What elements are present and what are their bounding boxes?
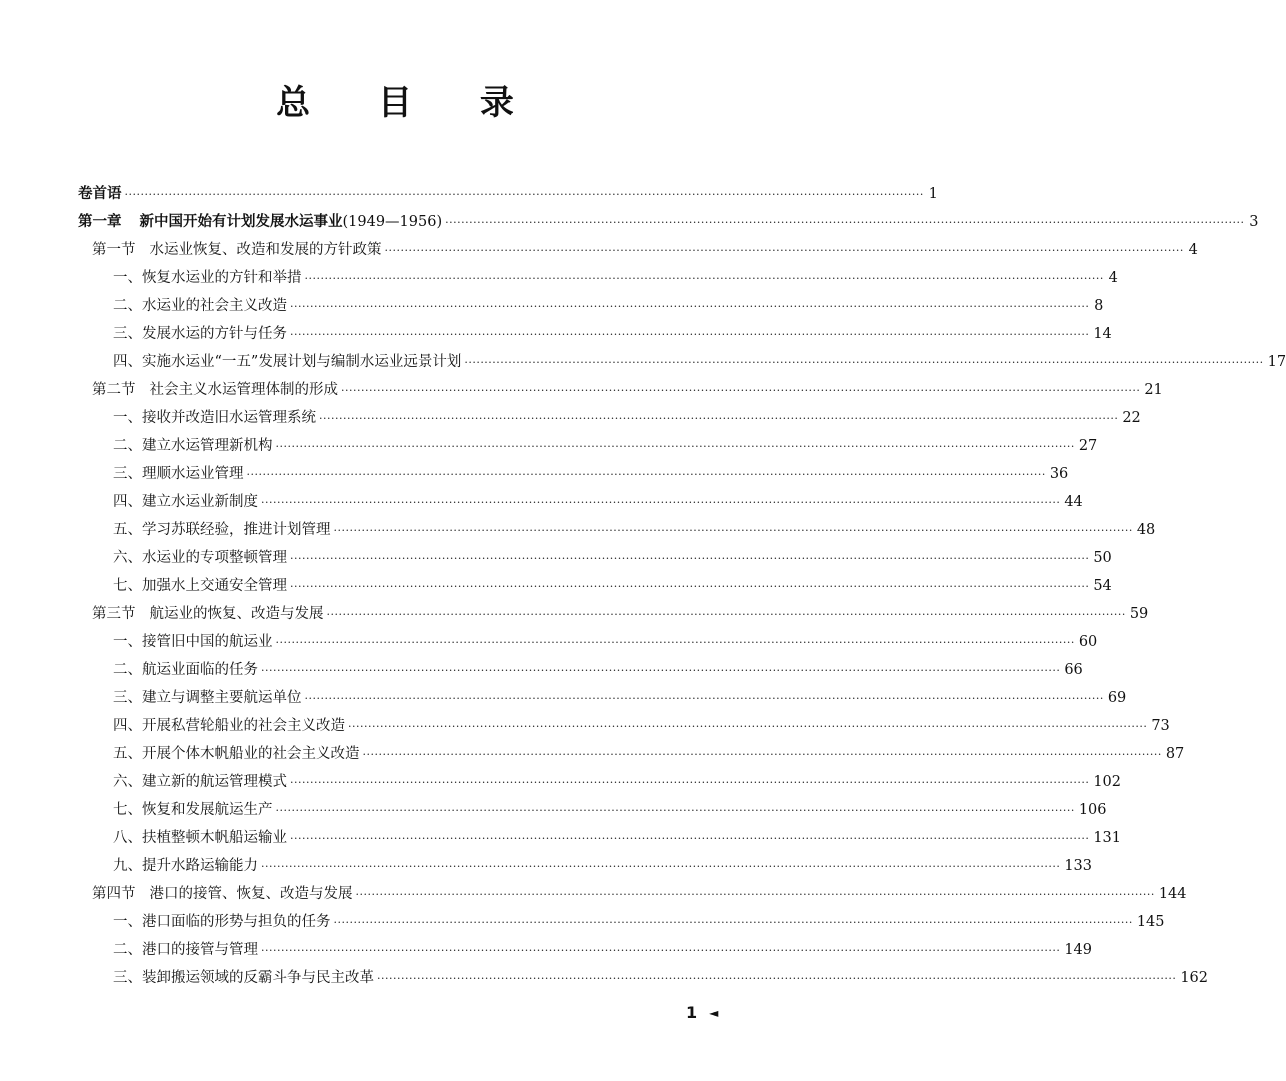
toc-page-number: 22 [1122, 410, 1141, 426]
toc-item[interactable] [78, 824, 1122, 852]
dot-leader: ········································································································································································································ [377, 972, 1177, 985]
toc-item[interactable] [78, 712, 1170, 740]
dot-leader: ········································································································································································································ [304, 272, 1104, 285]
toc-item-label: 三、装卸搬运领域的反霸斗争与民主改革 [113, 970, 374, 986]
toc-item-label: 五、开展个体木帆船业的社会主义改造 [113, 746, 360, 762]
dot-leader: ········································································································································································································ [261, 860, 1061, 873]
toc-page-number: 162 [1180, 970, 1209, 986]
toc-page-number: 44 [1064, 494, 1083, 510]
section-title: 航运业的恢复、改造与发展 [149, 606, 324, 622]
section-number: 第二节 [92, 382, 136, 398]
toc-page-number: 8 [1094, 298, 1104, 314]
dot-leader: ········································································································································································································ [464, 356, 1264, 369]
toc-item-label: 一、港口面临的形势与担负的任务 [113, 914, 331, 930]
toc-page-number: 69 [1107, 690, 1127, 706]
toc-page-number: 14 [1093, 326, 1112, 342]
page-footer [686, 1003, 718, 1022]
toc-page-number: 36 [1049, 466, 1069, 482]
toc-item-label: 二、航运业面临的任务 [113, 662, 258, 678]
toc-section-3[interactable] [78, 600, 1149, 628]
toc-page-number: 66 [1064, 662, 1083, 678]
dot-leader: ········································································································································································································ [290, 776, 1090, 789]
toc-item-label: 二、建立水运管理新机构 [113, 438, 273, 454]
toc-item-label: 三、建立与调整主要航运单位 [113, 690, 302, 706]
toc-item[interactable] [78, 656, 1083, 684]
toc-page-number: 149 [1064, 942, 1093, 958]
toc-item[interactable] [78, 292, 1104, 320]
dot-leader: ········································································································································································································ [275, 804, 1075, 817]
toc-item-label: 一、接收并改造旧水运管理系统 [113, 410, 316, 426]
toc-page-number: 133 [1064, 858, 1093, 874]
dot-leader: ········································································································································································································ [275, 440, 1075, 453]
chapter-years: (1949—1956) [342, 214, 443, 230]
chapter-title: 新中国开始有计划发展水运事业 [139, 214, 343, 230]
toc-item-label: 八、扶植整顿木帆船运输业 [113, 830, 287, 846]
toc-page-number: 131 [1093, 830, 1122, 846]
dot-leader: ········································································································································································································ [124, 188, 924, 201]
toc-item-label: 六、水运业的专项整顿管理 [113, 550, 287, 566]
toc-item[interactable] [78, 684, 1127, 712]
toc-item-label: 七、恢复和发展航运生产 [113, 802, 273, 818]
toc-item[interactable] [78, 264, 1118, 292]
toc-item[interactable] [78, 572, 1112, 600]
toc-section-label [92, 236, 382, 264]
toc-item-label: 一、恢复水运业的方针和举措 [113, 270, 302, 286]
dot-leader: ········································································································································································································ [290, 832, 1090, 845]
toc-chapter-label [78, 208, 442, 236]
table-of-contents [78, 180, 1286, 992]
toc-item-label: 四、建立水运业新制度 [113, 494, 258, 510]
page-number: 1 [686, 1003, 698, 1022]
dot-leader: ········································································································································································································ [445, 216, 1245, 229]
section-title: 社会主义水运管理体制的形成 [149, 382, 338, 398]
toc-page-number: 145 [1136, 914, 1165, 930]
toc-page-number: 106 [1078, 802, 1107, 818]
toc-page-number: 17 [1267, 354, 1286, 370]
toc-item-label: 一、接管旧中国的航运业 [113, 634, 273, 650]
toc-item-label: 二、港口的接管与管理 [113, 942, 258, 958]
chapter-number: 第一章 [78, 214, 122, 230]
toc-page-number: 1 [928, 186, 938, 202]
toc-chapter-1[interactable] [78, 208, 1259, 236]
toc-section-label [92, 600, 324, 628]
toc-section-4[interactable] [78, 880, 1187, 908]
toc-page-number: 27 [1078, 438, 1098, 454]
toc-entry-label: 卷首语 [78, 186, 122, 202]
toc-section-2[interactable] [78, 376, 1163, 404]
dot-leader: ········································································································································································································ [333, 524, 1133, 537]
toc-item[interactable] [78, 936, 1093, 964]
toc-item-label: 七、加强水上交通安全管理 [113, 578, 287, 594]
toc-item-label: 四、开展私营轮船业的社会主义改造 [113, 718, 345, 734]
dot-leader: ········································································································································································································ [261, 496, 1061, 509]
dot-leader: ········································································································································································································ [333, 916, 1133, 929]
dot-leader: ········································································································································································································ [290, 552, 1090, 565]
toc-item-label: 九、提升水路运输能力 [113, 858, 258, 874]
toc-item[interactable] [78, 432, 1098, 460]
toc-item-label: 五、学习苏联经验，推进计划管理 [113, 522, 331, 538]
toc-page-number: 4 [1108, 270, 1118, 286]
toc-item[interactable] [78, 516, 1156, 544]
dot-leader: ········································································································································································································ [246, 468, 1046, 481]
toc-page-number: 54 [1093, 578, 1112, 594]
toc-section-1[interactable] [78, 236, 1198, 264]
toc-page-number: 59 [1129, 606, 1149, 622]
dot-leader: ········································································································································································································ [261, 944, 1061, 957]
dot-leader: ········································································································································································································ [341, 384, 1141, 397]
toc-item[interactable] [78, 544, 1112, 572]
toc-item[interactable] [78, 796, 1107, 824]
toc-item[interactable] [78, 740, 1185, 768]
dot-leader: ········································································································································································································ [290, 300, 1090, 313]
section-number: 第四节 [92, 886, 136, 902]
dot-leader: ········································································································································································································ [290, 580, 1090, 593]
dot-leader: ········································································································································································································ [261, 664, 1061, 677]
section-number: 第一节 [92, 242, 136, 258]
toc-item-label: 六、建立新的航运管理模式 [113, 774, 287, 790]
section-title: 港口的接管、恢复、改造与发展 [149, 886, 353, 902]
toc-item-label: 二、水运业的社会主义改造 [113, 298, 287, 314]
toc-item[interactable] [78, 628, 1098, 656]
section-number: 第三节 [92, 606, 136, 622]
toc-page-number: 60 [1078, 634, 1098, 650]
dot-leader: ········································································································································································································ [290, 328, 1090, 341]
toc-item-label: 三、理顺水运业管理 [113, 466, 244, 482]
dot-leader: ········································································································································································································ [275, 636, 1075, 649]
toc-page-number: 87 [1165, 746, 1185, 762]
dot-leader: ········································································································································································································ [319, 412, 1119, 425]
toc-page-number: 50 [1093, 550, 1112, 566]
toc-item[interactable] [78, 768, 1122, 796]
toc-page-number: 73 [1151, 718, 1170, 734]
dot-leader: ········································································································································································································ [348, 720, 1148, 733]
dot-leader: ········································································································································································································ [304, 692, 1104, 705]
toc-item[interactable] [78, 348, 1286, 376]
toc-item[interactable] [78, 488, 1083, 516]
toc-item-label: 三、发展水运的方针与任务 [113, 326, 287, 342]
dot-leader: ········································································································································································································ [326, 608, 1126, 621]
toc-page-number: 144 [1158, 886, 1187, 902]
toc-item-label: 四、实施水运业“一五”发展计划与编制水运业远景计划 [113, 354, 462, 370]
toc-page-number: 21 [1144, 382, 1163, 398]
section-title: 水运业恢复、改造和发展的方针政策 [149, 242, 382, 258]
toc-item[interactable] [78, 852, 1093, 880]
toc-page-number: 48 [1136, 522, 1156, 538]
toc-item[interactable] [78, 964, 1209, 992]
toc-item[interactable] [78, 908, 1165, 936]
toc-section-label [92, 376, 338, 404]
page-title: 总 目 录 [276, 83, 542, 123]
dot-leader: ········································································································································································································ [384, 244, 1184, 257]
toc-item[interactable] [78, 404, 1141, 432]
dot-leader: ········································································································································································································ [362, 748, 1162, 761]
dot-leader: ········································································································································································································ [355, 888, 1155, 901]
toc-page-number: 4 [1188, 242, 1198, 258]
toc-entry-preface[interactable] [78, 180, 938, 208]
toc-section-label [92, 880, 353, 908]
toc-page-number: 3 [1249, 214, 1259, 230]
toc-item[interactable] [78, 320, 1112, 348]
toc-page-number: 102 [1093, 774, 1122, 790]
toc-item[interactable] [78, 460, 1069, 488]
left-arrow-icon: ◄ [709, 1005, 719, 1020]
